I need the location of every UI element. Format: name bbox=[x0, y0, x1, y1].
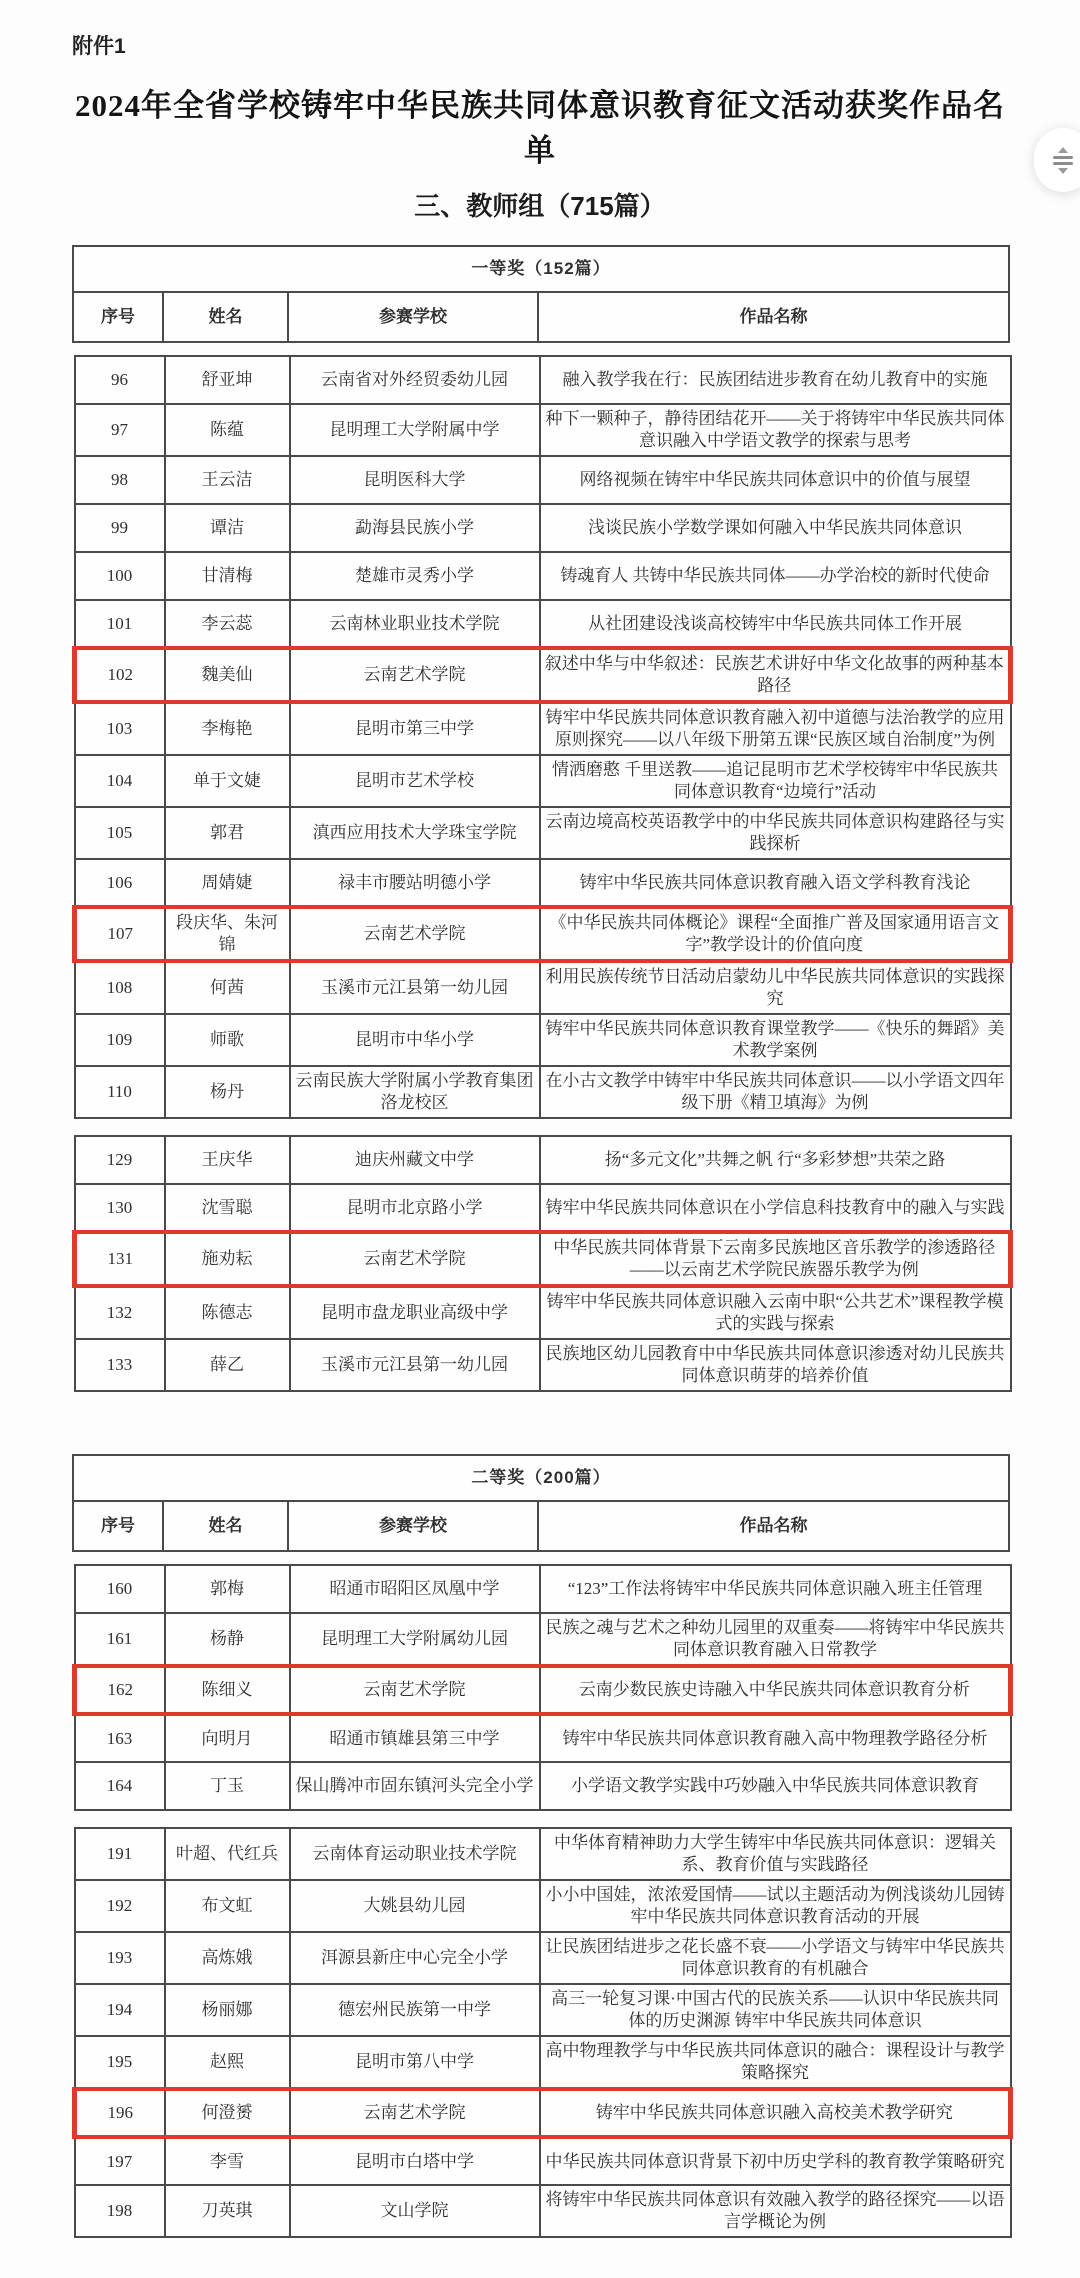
cell-work: 在小古文教学中铸牢中华民族共同体意识——以小学语文四年级下册《精卫填海》为例 bbox=[540, 1066, 1011, 1118]
page-title: 2024年全省学校铸牢中华民族共同体意识教育征文活动获奖作品名单 bbox=[75, 88, 1005, 168]
cell-index: 191 bbox=[75, 1828, 165, 1880]
cell-work: 铸牢中华民族共同体意识融入云南中职“公共艺术”课程教学模式的实践与探索 bbox=[540, 1286, 1011, 1339]
cell-name: 单于文婕 bbox=[165, 755, 290, 807]
cell-school: 云南林业职业技术学院 bbox=[290, 600, 540, 648]
table-row bbox=[75, 1136, 1011, 1184]
award-title: 二等奖（200篇） bbox=[73, 1455, 1009, 1501]
cell-work: 民族之魂与艺术之种幼儿园里的双重奏——将铸牢中华民族共同体意识教育融入日常教学 bbox=[540, 1613, 1011, 1666]
cell-school: 昆明市盘龙职业高级中学 bbox=[290, 1286, 540, 1339]
cell-name: 魏美仙 bbox=[165, 648, 290, 702]
award-rows-block bbox=[72, 1564, 1013, 1811]
cell-name: 郭君 bbox=[165, 807, 290, 859]
cell-index: 163 bbox=[75, 1714, 165, 1762]
cell-work: 小学语文教学实践中巧妙融入中华民族共同体意识教育 bbox=[540, 1762, 1011, 1810]
column-header-work: 作品名称 bbox=[538, 1501, 1009, 1551]
cell-name: 陈德志 bbox=[165, 1286, 290, 1339]
attachment-label: 附件1 bbox=[72, 35, 126, 58]
table-row bbox=[75, 456, 1011, 504]
table-row bbox=[75, 600, 1011, 648]
cell-name: 沈雪聪 bbox=[165, 1184, 290, 1232]
cell-index: 193 bbox=[75, 1932, 165, 1984]
cell-work: 叙述中华与中华叙述：民族艺术讲好中华文化故事的两种基本路径 bbox=[540, 648, 1011, 702]
cell-name: 高炼娥 bbox=[165, 1932, 290, 1984]
cell-work: 中华体育精神助力大学生铸牢中华民族共同体意识：逻辑关系、教育价值与实践路径 bbox=[540, 1828, 1011, 1880]
cell-index: 105 bbox=[75, 807, 165, 859]
cell-work: 让民族团结进步之花长盛不衰——小学语文与铸牢中华民族共同体意识教育的有机融合 bbox=[540, 1932, 1011, 1984]
cell-index: 196 bbox=[75, 2089, 165, 2137]
table-row bbox=[75, 702, 1011, 755]
cell-index: 106 bbox=[75, 859, 165, 907]
cell-name: 周婧婕 bbox=[165, 859, 290, 907]
table-row bbox=[75, 1984, 1011, 2036]
cell-index: 100 bbox=[75, 552, 165, 600]
cell-school: 昆明理工大学附属中学 bbox=[290, 404, 540, 456]
cell-school: 昆明市第八中学 bbox=[290, 2036, 540, 2089]
table-row bbox=[75, 1066, 1011, 1118]
cell-name: 施劝耘 bbox=[165, 1232, 290, 1286]
cell-name: 陈细义 bbox=[165, 1666, 290, 1714]
cell-school: 昆明理工大学附属幼儿园 bbox=[290, 1613, 540, 1666]
cell-index: 132 bbox=[75, 1286, 165, 1339]
cell-index: 104 bbox=[75, 755, 165, 807]
column-header-school: 参赛学校 bbox=[288, 1501, 538, 1551]
award-rows-block bbox=[72, 1135, 1013, 1392]
table-row bbox=[75, 1762, 1011, 1810]
cell-index: 192 bbox=[75, 1880, 165, 1932]
cell-index: 101 bbox=[75, 600, 165, 648]
cell-school: 云南艺术学院 bbox=[290, 907, 540, 961]
cell-index: 107 bbox=[75, 907, 165, 961]
cell-name: 杨静 bbox=[165, 1613, 290, 1666]
cell-index: 98 bbox=[75, 456, 165, 504]
cell-school: 洱源县新庄中心完全小学 bbox=[290, 1932, 540, 1984]
cell-name: 郭梅 bbox=[165, 1565, 290, 1613]
award-section-second-prize bbox=[72, 1454, 1008, 2238]
cell-school: 昆明市艺术学校 bbox=[290, 755, 540, 807]
cell-index: 97 bbox=[75, 404, 165, 456]
cell-school: 昭通市镇雄县第三中学 bbox=[290, 1714, 540, 1762]
award-header-table-first-prize bbox=[72, 245, 1010, 343]
cell-work: 浅谈民族小学数学课如何融入中华民族共同体意识 bbox=[540, 504, 1011, 552]
cell-work: 种下一颗种子，静待团结花开——关于将铸牢中华民族共同体意识融入中学语文教学的探索与思考 bbox=[540, 404, 1011, 456]
cell-name: 段庆华、朱河锦 bbox=[165, 907, 290, 961]
table-row bbox=[75, 907, 1011, 961]
cell-index: 108 bbox=[75, 961, 165, 1014]
cell-name: 李云蕊 bbox=[165, 600, 290, 648]
cell-work: 《中华民族共同体概论》课程“全面推广普及国家通用语言文字”教学设计的价值向度 bbox=[540, 907, 1011, 961]
cell-index: 133 bbox=[75, 1339, 165, 1391]
menu-lines-icon bbox=[1053, 162, 1073, 165]
cell-work: 铸牢中华民族共同体意识在小学信息科技教育中的融入与实践 bbox=[540, 1184, 1011, 1232]
award-title-row bbox=[73, 1455, 1009, 1501]
cell-school: 昭通市昭阳区凤凰中学 bbox=[290, 1565, 540, 1613]
cell-name: 何澄赟 bbox=[165, 2089, 290, 2137]
cell-index: 161 bbox=[75, 1613, 165, 1666]
cell-school: 楚雄市灵秀小学 bbox=[290, 552, 540, 600]
cell-work: 铸牢中华民族共同体意识融入高校美术教学研究 bbox=[540, 2089, 1011, 2137]
cell-index: 109 bbox=[75, 1014, 165, 1066]
table-row bbox=[75, 1932, 1011, 1984]
table-row bbox=[75, 859, 1011, 907]
chevron-up-icon[interactable] bbox=[1058, 147, 1068, 153]
table-row bbox=[75, 1613, 1011, 1666]
column-header-row bbox=[73, 1501, 1009, 1551]
table-row bbox=[75, 404, 1011, 456]
table-row bbox=[75, 356, 1011, 404]
cell-name: 叶超、代红兵 bbox=[165, 1828, 290, 1880]
column-header-school: 参赛学校 bbox=[288, 292, 538, 342]
cell-index: 129 bbox=[75, 1136, 165, 1184]
page-subtitle: 三、教师组（715篇） bbox=[414, 191, 666, 221]
table-row bbox=[75, 1828, 1011, 1880]
cell-work: 云南边境高校英语教学中的中华民族共同体意识构建路径与实践探析 bbox=[540, 807, 1011, 859]
column-header-name: 姓名 bbox=[163, 1501, 288, 1551]
table-row bbox=[75, 2036, 1011, 2089]
cell-work: 铸牢中华民族共同体意识教育融入初中道德与法治教学的应用原则探究——以八年级下册第五课“民族区域自治制度”为例 bbox=[540, 702, 1011, 755]
cell-index: 195 bbox=[75, 2036, 165, 2089]
cell-school: 云南艺术学院 bbox=[290, 1232, 540, 1286]
cell-work: 融入教学我在行：民族团结进步教育在幼儿教育中的实施 bbox=[540, 356, 1011, 404]
cell-school: 昆明市北京路小学 bbox=[290, 1184, 540, 1232]
cell-name: 刀英琪 bbox=[165, 2185, 290, 2237]
cell-name: 薛乙 bbox=[165, 1339, 290, 1391]
cell-index: 194 bbox=[75, 1984, 165, 2036]
cell-work: 铸牢中华民族共同体意识教育融入语文学科教育浅论 bbox=[540, 859, 1011, 907]
cell-name: 李梅艳 bbox=[165, 702, 290, 755]
cell-name: 王云洁 bbox=[165, 456, 290, 504]
cell-name: 师歌 bbox=[165, 1014, 290, 1066]
cell-index: 197 bbox=[75, 2137, 165, 2185]
menu-lines-icon bbox=[1053, 156, 1073, 159]
table-row bbox=[75, 755, 1011, 807]
cell-work: 铸牢中华民族共同体意识教育融入高中物理教学路径分析 bbox=[540, 1714, 1011, 1762]
award-title: 一等奖（152篇） bbox=[73, 246, 1009, 292]
award-rows-block bbox=[72, 1827, 1013, 2238]
cell-work: 铸魂育人 共铸中华民族共同体——办学治校的新时代使命 bbox=[540, 552, 1011, 600]
cell-work: 中华民族共同体背景下云南多民族地区音乐教学的渗透路径——以云南艺术学院民族器乐教学为例 bbox=[540, 1232, 1011, 1286]
table-row bbox=[75, 2137, 1011, 2185]
cell-name: 何茜 bbox=[165, 961, 290, 1014]
cell-index: 110 bbox=[75, 1066, 165, 1118]
cell-index: 103 bbox=[75, 702, 165, 755]
table-row bbox=[75, 1714, 1011, 1762]
cell-work: “123”工作法将铸牢中华民族共同体意识融入班主任管理 bbox=[540, 1565, 1011, 1613]
table-row bbox=[75, 552, 1011, 600]
cell-work: 小小中国娃，浓浓爱国情——试以主题活动为例浅谈幼儿园铸牢中华民族共同体意识教育活动的开展 bbox=[540, 1880, 1011, 1932]
table-row bbox=[75, 1339, 1011, 1391]
cell-work: 网络视频在铸牢中华民族共同体意识中的价值与展望 bbox=[540, 456, 1011, 504]
cell-name: 陈蕴 bbox=[165, 404, 290, 456]
cell-school: 大姚县幼儿园 bbox=[290, 1880, 540, 1932]
award-section-first-prize bbox=[72, 245, 1008, 1392]
cell-school: 迪庆州藏文中学 bbox=[290, 1136, 540, 1184]
cell-work: 从社团建设浅谈高校铸牢中华民族共同体工作开展 bbox=[540, 600, 1011, 648]
cell-index: 160 bbox=[75, 1565, 165, 1613]
cell-school: 昆明市中华小学 bbox=[290, 1014, 540, 1066]
cell-school: 禄丰市腰站明德小学 bbox=[290, 859, 540, 907]
table-row bbox=[75, 1014, 1011, 1066]
cell-name: 谭洁 bbox=[165, 504, 290, 552]
cell-school: 云南体育运动职业技术学院 bbox=[290, 1828, 540, 1880]
table-row bbox=[75, 807, 1011, 859]
table-row bbox=[75, 1666, 1011, 1714]
cell-school: 云南省对外经贸委幼儿园 bbox=[290, 356, 540, 404]
table-row bbox=[75, 504, 1011, 552]
cell-work: 中华民族共同体意识背景下初中历史学科的教育教学策略研究 bbox=[540, 2137, 1011, 2185]
table-row bbox=[75, 2185, 1011, 2237]
award-title-row bbox=[73, 246, 1009, 292]
column-header-name: 姓名 bbox=[163, 292, 288, 342]
cell-name: 王庆华 bbox=[165, 1136, 290, 1184]
table-row bbox=[75, 1565, 1011, 1613]
column-header-index: 序号 bbox=[73, 292, 163, 342]
cell-school: 云南艺术学院 bbox=[290, 1666, 540, 1714]
column-header-row bbox=[73, 292, 1009, 342]
cell-school: 玉溪市元江县第一幼儿园 bbox=[290, 961, 540, 1014]
cell-index: 96 bbox=[75, 356, 165, 404]
cell-work: 高中物理教学与中华民族共同体意识的融合：课程设计与教学策略探究 bbox=[540, 2036, 1011, 2089]
table-row bbox=[75, 1286, 1011, 1339]
cell-index: 131 bbox=[75, 1232, 165, 1286]
cell-work: 扬“多元文化”共舞之帆 行“多彩梦想”共荣之路 bbox=[540, 1136, 1011, 1184]
table-row bbox=[75, 961, 1011, 1014]
cell-school: 德宏州民族第一中学 bbox=[290, 1984, 540, 2036]
cell-work: 利用民族传统节日活动启蒙幼儿中华民族共同体意识的实践探究 bbox=[540, 961, 1011, 1014]
cell-index: 164 bbox=[75, 1762, 165, 1810]
cell-name: 赵熙 bbox=[165, 2036, 290, 2089]
cell-name: 布文虹 bbox=[165, 1880, 290, 1932]
cell-name: 甘清梅 bbox=[165, 552, 290, 600]
cell-name: 杨丽娜 bbox=[165, 1984, 290, 2036]
award-header-table-second-prize bbox=[72, 1454, 1010, 1552]
cell-school: 文山学院 bbox=[290, 2185, 540, 2237]
cell-school: 昆明市白塔中学 bbox=[290, 2137, 540, 2185]
cell-index: 162 bbox=[75, 1666, 165, 1714]
cell-index: 130 bbox=[75, 1184, 165, 1232]
table-row bbox=[75, 2089, 1011, 2137]
award-rows-block bbox=[72, 355, 1013, 1119]
cell-work: 民族地区幼儿园教育中中华民族共同体意识渗透对幼儿民族共同体意识萌芽的培养价值 bbox=[540, 1339, 1011, 1391]
cell-school: 勐海县民族小学 bbox=[290, 504, 540, 552]
cell-school: 滇西应用技术大学珠宝学院 bbox=[290, 807, 540, 859]
cell-index: 198 bbox=[75, 2185, 165, 2237]
column-header-index: 序号 bbox=[73, 1501, 163, 1551]
cell-name: 杨丹 bbox=[165, 1066, 290, 1118]
cell-work: 云南少数民族史诗融入中华民族共同体意识教育分析 bbox=[540, 1666, 1011, 1714]
table-row bbox=[75, 648, 1011, 702]
tables-area bbox=[72, 245, 1008, 2238]
cell-name: 李雪 bbox=[165, 2137, 290, 2185]
cell-work: 将铸牢中华民族共同体意识有效融入教学的路径探究——以语言学概论为例 bbox=[540, 2185, 1011, 2237]
cell-work: 高三一轮复习课·中国古代的民族关系——认识中华民族共同体的历史渊源 铸牢中华民族共同体意识 bbox=[540, 1984, 1011, 2036]
chevron-down-icon[interactable] bbox=[1058, 168, 1068, 174]
cell-school: 云南艺术学院 bbox=[290, 2089, 540, 2137]
table-row bbox=[75, 1184, 1011, 1232]
cell-work: 铸牢中华民族共同体意识教育课堂教学——《快乐的舞蹈》美术教学案例 bbox=[540, 1014, 1011, 1066]
scroll-nav-widget[interactable] bbox=[1034, 128, 1080, 192]
cell-work: 情洒磨憨 千里送教——追记昆明市艺术学校铸牢中华民族共同体意识教育“边境行”活动 bbox=[540, 755, 1011, 807]
cell-name: 舒亚坤 bbox=[165, 356, 290, 404]
cell-school: 昆明市第三中学 bbox=[290, 702, 540, 755]
cell-index: 102 bbox=[75, 648, 165, 702]
cell-school: 云南艺术学院 bbox=[290, 648, 540, 702]
cell-school: 昆明医科大学 bbox=[290, 456, 540, 504]
cell-school: 云南民族大学附属小学教育集团洛龙校区 bbox=[290, 1066, 540, 1118]
cell-school: 玉溪市元江县第一幼儿园 bbox=[290, 1339, 540, 1391]
table-row bbox=[75, 1880, 1011, 1932]
column-header-work: 作品名称 bbox=[538, 292, 1009, 342]
table-row bbox=[75, 1232, 1011, 1286]
cell-index: 99 bbox=[75, 504, 165, 552]
cell-name: 丁玉 bbox=[165, 1762, 290, 1810]
cell-name: 向明月 bbox=[165, 1714, 290, 1762]
cell-school: 保山腾冲市固东镇河头完全小学 bbox=[290, 1762, 540, 1810]
